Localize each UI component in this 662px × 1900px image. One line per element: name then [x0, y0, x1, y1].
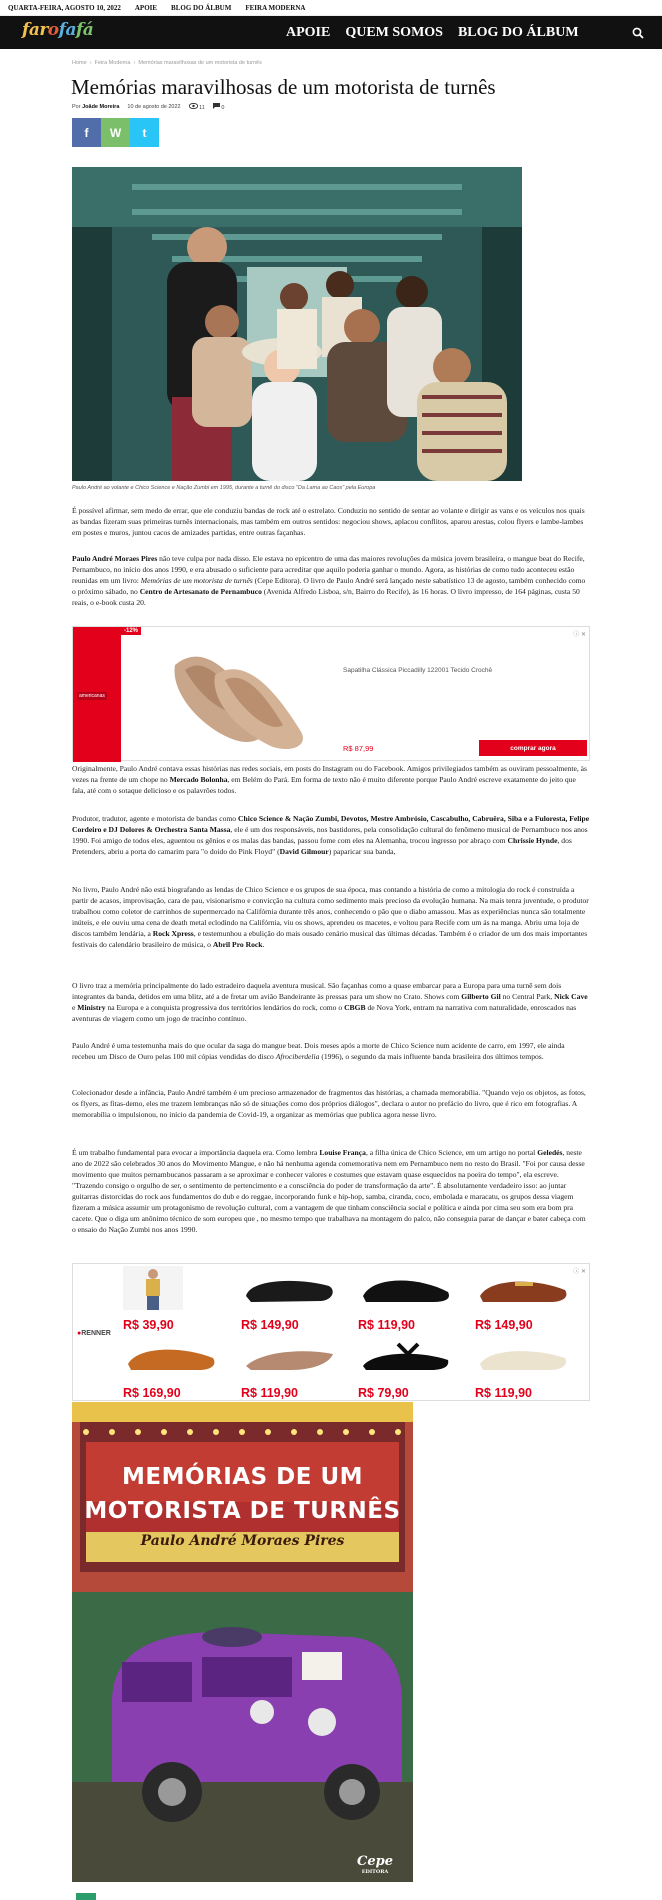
- ad-close-icon[interactable]: ⓘ ✕: [573, 632, 586, 638]
- ad2-product-6[interactable]: [241, 1334, 337, 1400]
- site-logo[interactable]: farofafá: [22, 20, 94, 40]
- paragraph-3: Originalmente, Paulo André contava essas histórias nas redes sociais, em posts do Instagram ou do Facebook. Amigos privilegiados também as ouviram pessoalmente, às vezes na frente de um chope no Mercado Bolonha, em Belém do Pará. Em forma de texto não é muito diferente porque Paulo André escreve exatamente do jeito que fala, até com o sotaque delicioso e os palavrões todos.: [72, 764, 588, 795]
- ad2-product-2[interactable]: [241, 1266, 337, 1332]
- search-icon[interactable]: [632, 27, 644, 39]
- facebook-icon: f: [84, 125, 89, 140]
- publisher-logo: Cepe EDITORA: [357, 1854, 393, 1875]
- book-cover-image: [72, 1402, 413, 1882]
- paragraph-7: Paulo André é uma testemunha mais do que ocular da saga do mangue beat. Dois meses após a morte de Chico Science num acidente de carro, em 1997, ele ainda recebeu um Disco de Ouro pelas 100 mil cópias vendidas do disco Afrociberdelia (1996), o segundo da mais influente banda brasileira dos últimos tempos.: [72, 1041, 565, 1061]
- photo-caption: Paulo André ao volante e Chico Science e Nação Zumbi em 1995, durante a turnê do disco "Da Lama ao Caos" pela Europa: [72, 485, 376, 491]
- ad2-product-3[interactable]: [358, 1266, 454, 1332]
- product-price: R$ 119,90: [241, 1386, 298, 1400]
- publish-date: 10 de agosto de 2022: [127, 104, 181, 110]
- ad-price: R$ 87,99: [343, 744, 374, 753]
- shoe-product-image: [165, 635, 315, 755]
- share-buttons: [72, 118, 159, 147]
- paragraph-5: No livro, Paulo André não está biografando as lendas de Chico Science e os grupos de sua época, mas contando a história de como a mitologia do rock é construída a partir de acasos, improvisação, cara de pau, visionarismo e convicção na cultura como sedimento mais precioso da evolução humana. Na mais tenra juventude, o produtor trabalhou como coletor de carrinhos de supermercado na Califórnia durante três anos, conhecendo o pão que o diabo amassou. Mas as experiências nunca são totalmente inúteis, e ele ouviu uma cena de death metal eclodindo na Califórnia, viu os shows, aprendeu os macetes, e voltou para Recife com um ás na manga. Abriu uma loja de discos também lendária, a Rock Xpress, e testemunhou a ebulição do mais ousado cenário musical das últimas décadas. Também é o criador de um dos mais importantes festivais do calendário brasileiro de música, o Abril Pro Rock.: [72, 885, 589, 949]
- ad-brand-logo: americanas: [79, 693, 105, 699]
- top-bar: [0, 0, 662, 16]
- paragraph-1: É possível afirmar, sem medo de errar, que ele conduziu bandas de rock até o estrelato. Conduziu no sentido de sentar ao volante e dirigir as vans e os veículos nos quais as bandas fizeram suas primeiras turnês internacionais, mas também em outros sentidos: negociou shows, aplacou conflitos, aparou arestas, colou flyers e lambe-lambes em postes e muros, juntou cacos de amizades partidas, entre outras façanhas.: [72, 506, 585, 537]
- page-title: Memórias maravilhosas de um motorista de turnês: [71, 75, 496, 99]
- paragraph-4: Produtor, tradutor, agente e motorista de bandas como Chico Science & Nação Zumbi, Devotos, Mestre Ambrósio, Cascabulho, Cabruêra, Siba e a Fuloresta, Felipe Cordeiro e DJ Dolores & Orchestra Santa Massa, ele é um dos responsáveis, nos bastidores, pela consolidação cultural do fenômeno musical de Pernambuco nos anos 1990. Foi amigo de todos eles, aguentou os gênios e os malas das bandas, passou fome com eles na Alemanha, trocou ingresso por abraço com Chrissie Hynde, dos Pretenders, abriu a porta do camarim para "o doido do Pink Floyd" (David Gilmour) paparicar sua banda,: [72, 814, 590, 856]
- topbar-link-feira[interactable]: FEIRA MODERNA: [245, 3, 306, 12]
- breadcrumb-home[interactable]: Home: [72, 60, 87, 66]
- main-navbar: [0, 16, 662, 49]
- footer-badge-icon: [76, 1893, 96, 1900]
- breadcrumb-current: Memórias maravilhosas de um motorista de turnês: [138, 60, 262, 66]
- ad2-close-icon[interactable]: ⓘ ✕: [573, 1269, 586, 1275]
- twitter-share-button[interactable]: [130, 118, 159, 147]
- product-image: [241, 1334, 337, 1378]
- ad2-product-5[interactable]: [123, 1334, 219, 1400]
- eye-icon: [189, 103, 198, 109]
- paragraph-2: Paulo André Moraes Pires não teve culpa por nada disso. Ele estava no epicentro de uma das maiores revoluções da música jovem brasileira, o mangue beat do Recife, Pernambuco, no início dos anos 1990, e era abusado o suficiente para acreditar que aquilo poderia ganhar o mundo. Agora, as histórias de como tudo aconteceu estão reunidas em um livro: Memórias de um motorista de turnês (Cepe Editora). O livro de Paulo André será lançado neste sabatístico 13 de agosto, também conhecido como o próximo sábado, no Centro de Artesanato de Pernambuco (Avenida Alfredo Lisboa, s/n, Bairro do Recife), às 16 horas. O livro impresso, de 164 páginas, custa 50 reais, o e-book custa 20.: [72, 554, 586, 607]
- band-photo-illustration: [72, 167, 522, 481]
- breadcrumb: Home › Feira Moderna › Memórias maravilhosas de um motorista de turnês: [72, 60, 262, 66]
- author-link[interactable]: Joãde Moreira: [82, 104, 120, 110]
- paragraph-8: Colecionador desde a infância, Paulo André também é um precioso armazenador de fragmentos das histórias, a chamada memorabília. "Quando vejo os objetos, as fotos, os flyers, as fitas-demo, eles me trazem lembranças não só de situações como dos próprios diálogos", declara o autor no prefácio do livro, que é rico em fotografias. A memorabília o impulsionou, no início da pandemia de Covid-19, a organizar as memórias que publica agora nesse livro.: [72, 1088, 586, 1119]
- whatsapp-icon: W: [109, 125, 122, 140]
- product-image: [475, 1334, 571, 1378]
- buy-now-button[interactable]: comprar agora: [479, 740, 587, 756]
- topbar-link-apoie[interactable]: APOIE: [134, 3, 158, 12]
- product-image: [358, 1266, 454, 1310]
- topbar-link-blog[interactable]: BLOG DO ÁLBUM: [171, 3, 232, 12]
- product-image: [475, 1266, 571, 1310]
- product-image: [123, 1334, 219, 1378]
- book-title-line-1: MEMÓRIAS DE UM: [121, 1464, 364, 1490]
- view-count: 11: [199, 105, 205, 111]
- product-price: R$ 169,90: [123, 1386, 181, 1400]
- ad-banner-americanas[interactable]: [72, 626, 590, 761]
- ad-brand-strip: [73, 627, 121, 762]
- product-image: [241, 1266, 337, 1310]
- comment-icon[interactable]: [213, 103, 220, 109]
- discount-badge: -12%: [121, 627, 141, 635]
- article-meta: [72, 103, 224, 111]
- breadcrumb-category[interactable]: Feira Moderna: [94, 60, 131, 66]
- ad2-brand-logo: ●RENNER: [77, 1330, 111, 1337]
- product-price: R$ 39,90: [123, 1318, 174, 1332]
- product-image: [358, 1334, 454, 1378]
- ad-product-name: Sapatilha Clássica Piccadilly 122001 Tecido Crochê: [343, 667, 493, 674]
- ad2-product-4[interactable]: [475, 1266, 571, 1332]
- product-image: [123, 1266, 183, 1310]
- whatsapp-share-button[interactable]: [101, 118, 130, 147]
- product-price: R$ 119,90: [358, 1318, 415, 1332]
- book-author: Paulo André Moraes Pires: [140, 1533, 345, 1549]
- nav-menu: [286, 25, 579, 41]
- product-price: R$ 79,90: [358, 1386, 409, 1400]
- product-price: R$ 119,90: [475, 1386, 532, 1400]
- comment-count: 0: [221, 105, 225, 111]
- facebook-share-button[interactable]: [72, 118, 101, 147]
- ad2-product-8[interactable]: [475, 1334, 571, 1400]
- ad2-product-7[interactable]: [358, 1334, 454, 1400]
- product-price: R$ 149,90: [241, 1318, 299, 1332]
- twitter-icon: t: [142, 125, 147, 140]
- ad2-product-1[interactable]: [123, 1266, 219, 1332]
- nav-item-quem-somos[interactable]: QUEM SOMOS: [345, 25, 443, 40]
- article-photo: [72, 167, 522, 481]
- paragraph-9: É um trabalho fundamental para evocar a importância daquela era. Como lembra Louise França, a filha única de Chico Science, em um artigo no portal Geledés, neste ano de 2022 são celebrados 30 anos do Movimento Mangue, e não há nenhuma agenda comemorativa nem em Pernambuco nem no resto do Brasil. "Foi por causa desse movimento que muitos pernambucanos passaram a se aproximar e conhecer valores e costumes que estavam quase esquecidos na poeira do tempo", ela escreve. "Trazendo consigo o orgulho de ser, o sentimento de pertencimento e a consciência do poder de transformação da arte". É absolutamente verdadeiro isso: ao juntar guitarras distorcidas do rock aos fundamentos do dub e do reggae, incorporando funk e hip-hop, samba, ciranda, coco, embolada e maracatu, os grupos dessa viagem fizeram a música assumir um protagonismo de revolução cultural, com a vantagem de que tinham consciência social e política e ainda por cima seu som era bom pra cacete. Que o diga um anônimo técnico de som europeu que , no mesmo tempo que trabalhava na montagem do palco, não conseguia parar de dançar e bater cabeça com o ensaio do Nação Zumbi nos anos 1990.: [72, 1148, 586, 1234]
- current-date: QUARTA-FEIRA, AGOSTO 10, 2022: [8, 3, 121, 12]
- paragraph-6: O livro traz a memória principalmente do lado estradeiro daquela aventura musical. São façanhas como a quase embarcar para a Europa para uma turnê sem dois integrantes da banda, detidos em uma blitz, até a de fretar um avião Bandeirante às pressas para um show no Crato. Shows com Gilberto Gil no Central Park, Nick Cave e Ministry na Europa e a conquista progressiva dos territórios lendários do rock, como o CBGB de Nova York, entram na narrativa com naturalidade, enroscados nas aventuras de viagem como um jogo de tracinho contínuo.: [72, 981, 588, 1023]
- book-title-line-2: MOTORISTA DE TURNÊS: [84, 1498, 401, 1524]
- product-price: R$ 149,90: [475, 1318, 533, 1332]
- ad-banner-renner[interactable]: [72, 1263, 590, 1401]
- nav-item-apoie[interactable]: APOIE: [286, 25, 331, 40]
- author-prefix: Por: [72, 104, 81, 110]
- nav-item-blog[interactable]: BLOG DO ÁLBUM: [457, 25, 579, 40]
